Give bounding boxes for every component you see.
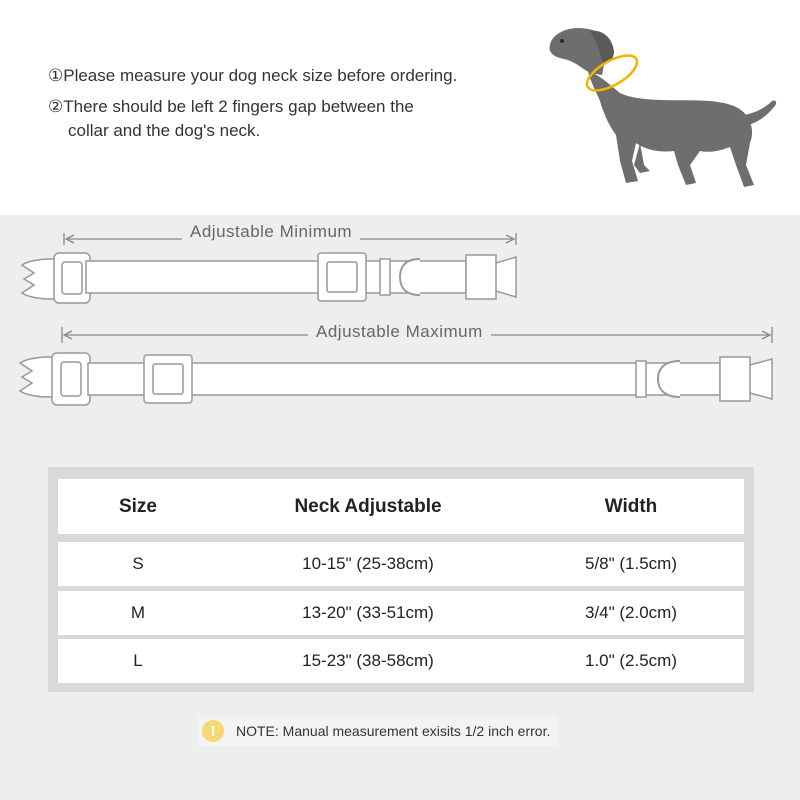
dog-eye <box>560 39 564 43</box>
warning-icon: ! <box>202 720 224 742</box>
adjustable-minimum-label: Adjustable Minimum <box>182 222 360 242</box>
header-neck-adjustable: Neck Adjustable <box>294 495 442 517</box>
instruction-2-line-2: collar and the dog's neck. <box>68 121 261 140</box>
instructions-panel <box>0 0 800 215</box>
collar-diagram <box>0 215 800 435</box>
size-cell: M <box>130 603 146 622</box>
dog-illustration <box>540 15 780 200</box>
table-row <box>58 639 744 683</box>
width-cell: 1.0" (2.5cm) <box>584 651 677 670</box>
table-header-row <box>58 479 744 534</box>
instruction-2-line-1: ②There should be left 2 fingers gap between the <box>48 97 414 116</box>
note-text: NOTE: Manual measurement exisits 1/2 inch error. <box>236 723 551 739</box>
size-table <box>48 467 754 692</box>
table-row <box>58 591 744 635</box>
table-row <box>58 542 744 586</box>
collar-min <box>22 253 516 303</box>
neck-cell: 15-23" (38-58cm) <box>302 651 434 670</box>
width-cell: 3/4" (2.0cm) <box>584 603 677 622</box>
size-cell: L <box>133 651 143 670</box>
adjustable-maximum-label: Adjustable Maximum <box>308 322 491 342</box>
header-width: Width <box>604 495 658 517</box>
neck-cell: 13-20" (33-51cm) <box>302 603 434 622</box>
collar-max <box>20 353 772 405</box>
width-cell: 5/8" (1.5cm) <box>584 554 677 573</box>
size-cell: S <box>132 554 144 573</box>
instruction-2 <box>48 95 414 143</box>
dog-silhouette <box>550 28 777 187</box>
header-size: Size <box>118 495 158 517</box>
neck-cell: 10-15" (25-38cm) <box>302 554 434 573</box>
instruction-1: ①Please measure your dog neck size before ordering. <box>48 66 458 85</box>
note-banner <box>198 716 558 746</box>
